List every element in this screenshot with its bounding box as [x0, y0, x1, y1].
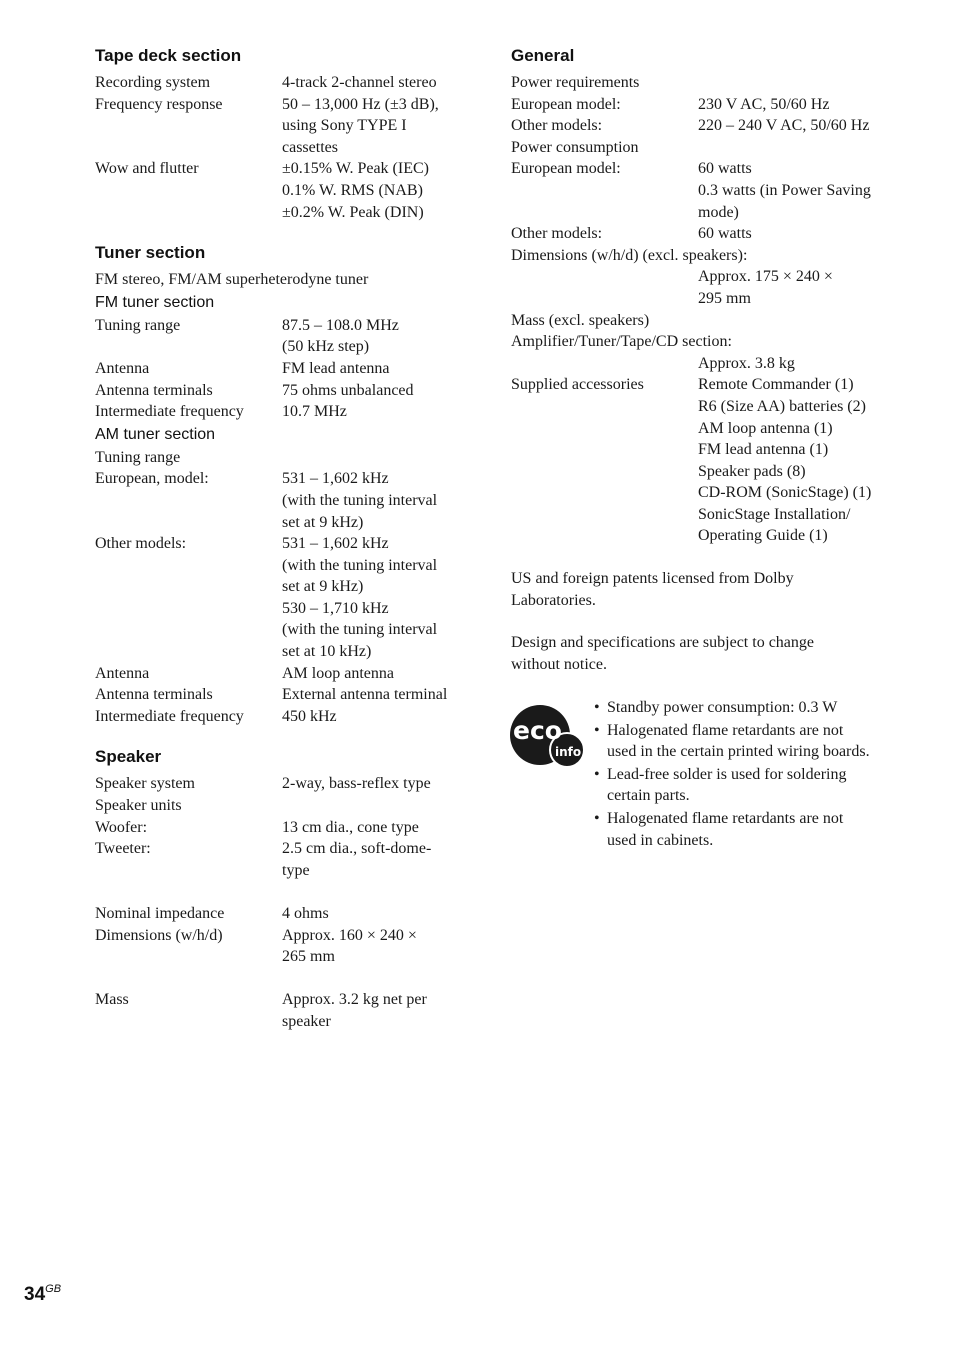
text-line: Halogenated flame retardants are not [607, 721, 844, 739]
spec-value-line: 75 ohms unbalanced [282, 381, 414, 399]
spec-row [95, 817, 475, 839]
accessories-list [698, 374, 931, 547]
eco-bullet-text [607, 720, 914, 763]
eco-bullet-item [594, 764, 914, 807]
spec-label: Intermediate frequency [95, 403, 244, 421]
spec-value-line: ±0.15% W. Peak (IEC) [282, 160, 429, 178]
spec-value [282, 72, 475, 94]
spec-value [698, 158, 931, 223]
spec-value-line: type [282, 861, 310, 879]
bullet-dot: • [594, 721, 600, 739]
spec-value-line: cassettes [282, 138, 338, 156]
spec-value-line: External antenna terminal [282, 686, 448, 704]
spec-label: Other models: [511, 225, 603, 243]
spec-value-line: 0.3 watts (in Power Saving [698, 181, 871, 199]
spec-value-line: 220 – 240 V AC, 50/60 Hz [698, 117, 870, 135]
spec-label: Antenna [95, 664, 150, 682]
spec-value-line: AM loop antenna [282, 664, 394, 682]
spec-row [95, 401, 475, 423]
spec-value-line: 450 kHz [282, 707, 337, 725]
spec-row [511, 115, 931, 137]
spec-value [282, 925, 475, 968]
spec-value [282, 533, 475, 663]
spec-label [95, 881, 282, 903]
spec-label: European, model: [95, 470, 209, 488]
power-requirements-label: Power requirements [511, 74, 640, 91]
text-line: Speaker pads (8) [698, 462, 806, 480]
eco-bullet-item [594, 808, 914, 851]
spec-row [95, 94, 475, 159]
general-heading: General [511, 46, 575, 65]
spec-value-line: 4 ohms [282, 905, 329, 922]
bullet-dot: • [594, 765, 600, 783]
spec-label: Tweeter: [95, 840, 151, 858]
spec-row [511, 223, 931, 245]
spec-value [698, 115, 931, 137]
tape-deck-heading: Tape deck section [95, 46, 242, 65]
eco-bullet-list [594, 697, 914, 852]
spec-value-line: using Sony TYPE I [282, 117, 407, 135]
spec-value-line: 60 watts [698, 160, 752, 178]
spec-value [282, 358, 475, 380]
eco-bullet-text [607, 697, 914, 719]
spec-value-line: set at 10 kHz) [282, 643, 372, 661]
dimensions-row [511, 266, 931, 309]
spec-value-line [282, 968, 475, 990]
spec-value [282, 380, 475, 402]
spec-value [698, 94, 931, 116]
mass-value: Approx. 3.8 kg [698, 354, 795, 372]
spec-row [95, 684, 475, 706]
eco-bullet-text [607, 764, 914, 807]
spec-value-line: Approx. 160 × 240 × [282, 926, 417, 944]
spec-row [95, 989, 475, 1032]
spec-row [95, 72, 475, 94]
spec-label: Antenna terminals [95, 686, 213, 704]
spec-label: Tuning range [95, 448, 181, 466]
spec-row [95, 925, 475, 968]
spec-value [282, 468, 475, 533]
spec-value [282, 315, 475, 358]
spec-value [282, 795, 475, 817]
mass-sublabel: Amplifier/Tuner/Tape/CD section: [511, 333, 732, 351]
spec-value-line: set at 9 kHz) [282, 578, 364, 596]
spec-value-line: 4-track 2-channel stereo [282, 74, 437, 91]
am-tuner-heading: AM tuner section [95, 425, 216, 443]
spec-label: Antenna [95, 359, 150, 377]
spec-label: European model: [511, 95, 621, 113]
page-number-suffix: GB [45, 1283, 62, 1295]
text-line: AM loop antenna (1) [698, 419, 833, 437]
spec-row [95, 533, 475, 663]
spec-value-line: 2-way, bass-reflex type [282, 775, 431, 793]
spec-value [282, 968, 475, 990]
power-requirements-specs [511, 94, 931, 137]
text-line: FM lead antenna (1) [698, 441, 829, 459]
spec-value-line: FM lead antenna [282, 359, 390, 377]
spec-value-line [282, 795, 475, 817]
accessories-row [511, 374, 931, 547]
spec-row [511, 158, 931, 223]
spec-value [282, 401, 475, 423]
spec-value [282, 838, 475, 881]
spec-value-line: 2.5 cm dia., soft-dome- [282, 840, 432, 858]
text-line: Halogenated flame retardants are not [607, 809, 844, 827]
page-number [24, 1283, 61, 1306]
text-line: Remote Commander (1) [698, 376, 854, 394]
spec-row [95, 881, 475, 903]
eco-logo-word: eco [513, 716, 562, 745]
spec-label: Speaker system [95, 775, 195, 793]
spec-row [95, 706, 475, 728]
spec-value [282, 158, 475, 223]
spec-row [95, 468, 475, 533]
spec-row [95, 903, 475, 925]
spec-value [282, 663, 475, 685]
spec-value-line: 0.1% W. RMS (NAB) [282, 181, 423, 199]
spec-label: Dimensions (w/h/d) [95, 926, 223, 944]
spec-value-line: set at 9 kHz) [282, 513, 364, 531]
spec-value [282, 773, 475, 795]
page-number-value: 34 [24, 1284, 46, 1305]
text-line: without notice. [511, 655, 607, 673]
spec-value-line: speaker [282, 1012, 331, 1030]
spec-value [282, 706, 475, 728]
spec-row [95, 663, 475, 685]
spec-row [95, 158, 475, 223]
eco-bullet-item [594, 697, 914, 719]
spec-label: Antenna terminals [95, 381, 213, 399]
text-line: Standby power consumption: 0.3 W [607, 699, 838, 716]
spec-label: Woofer: [95, 818, 148, 836]
spec-row [95, 838, 475, 881]
spec-value-line [282, 881, 475, 903]
spec-value-line: 10.7 MHz [282, 403, 347, 421]
spec-value-line: ±0.2% W. Peak (DIN) [282, 203, 424, 221]
mass-label: Mass (excl. speakers) [511, 311, 650, 329]
text-line: Laboratories. [511, 591, 596, 609]
change-note [511, 632, 931, 675]
eco-logo-sub: info [555, 745, 582, 759]
dimensions-label: Dimensions (w/h/d) (excl. speakers): [511, 246, 748, 264]
eco-bullet-item [594, 720, 914, 763]
spec-value [282, 447, 475, 469]
mass-row [511, 353, 931, 375]
power-consumption-specs [511, 158, 931, 244]
spec-value-line: 60 watts [698, 225, 752, 243]
text-line: Lead-free solder is used for soldering [607, 765, 847, 783]
spec-row [95, 358, 475, 380]
spec-label: Nominal impedance [95, 905, 225, 922]
spec-label: Tuning range [95, 316, 181, 334]
fm-tuner-specs [95, 315, 475, 423]
spec-value-line: 531 – 1,602 kHz [282, 535, 389, 553]
text-line: US and foreign patents licensed from Dolby [511, 570, 794, 588]
left-column [95, 44, 475, 1033]
spec-label: Wow and flutter [95, 160, 199, 178]
spec-row [95, 773, 475, 795]
spec-value-line: 530 – 1,710 kHz [282, 599, 389, 617]
text-line: Design and specifications are subject to change [511, 634, 814, 652]
am-tuner-specs [95, 447, 475, 728]
spec-value-line: 87.5 – 108.0 MHz [282, 316, 399, 334]
spec-value-line: Approx. 3.2 kg net per [282, 991, 427, 1009]
spec-label: Other models: [95, 535, 187, 553]
spec-value [282, 684, 475, 706]
text-line: certain parts. [607, 787, 690, 805]
bullet-dot: • [594, 699, 600, 716]
tuner-intro: FM stereo, FM/AM superheterodyne tuner [95, 271, 369, 289]
spec-value [698, 223, 931, 245]
spec-label: Mass [95, 991, 129, 1009]
dimensions-value-line: 295 mm [698, 289, 751, 307]
spec-label [95, 968, 282, 990]
spec-value [282, 817, 475, 839]
spec-value-line: 50 – 13,000 Hz (±3 dB), [282, 95, 439, 113]
spec-label: Recording system [95, 74, 211, 91]
fm-tuner-heading: FM tuner section [95, 293, 215, 311]
spec-value-line: 230 V AC, 50/60 Hz [698, 95, 830, 113]
spec-value-line: (with the tuning interval [282, 491, 438, 509]
spec-value [282, 94, 475, 159]
spec-row [511, 94, 931, 116]
spec-value [282, 903, 475, 925]
spec-value-line: mode) [698, 203, 739, 221]
text-line: CD-ROM (SonicStage) (1) [698, 484, 872, 502]
tuner-heading: Tuner section [95, 243, 206, 263]
spec-label: Speaker units [95, 797, 182, 815]
spec-value-line: (with the tuning interval [282, 556, 438, 574]
spec-value-line: (50 kHz step) [282, 338, 370, 356]
accessories-label: Supplied accessories [511, 376, 644, 394]
spec-value [282, 881, 475, 903]
dolby-note [511, 568, 931, 611]
spec-label: Intermediate frequency [95, 707, 244, 725]
text-line: SonicStage Installation/ [698, 505, 851, 523]
bullet-dot: • [594, 809, 600, 827]
spec-value-line: 13 cm dia., cone type [282, 818, 419, 836]
spec-label: Other models: [511, 117, 603, 135]
spec-row [95, 315, 475, 358]
eco-info-logo [510, 702, 586, 768]
tape-deck-specs [95, 72, 475, 223]
power-consumption-label: Power consumption [511, 138, 639, 156]
text-line: R6 (Size AA) batteries (2) [698, 397, 866, 415]
spec-label: Frequency response [95, 95, 223, 113]
dimensions-value-line: Approx. 175 × 240 × [698, 268, 833, 286]
text-line: used in cabinets. [607, 831, 714, 849]
text-line: used in the certain printed wiring boards. [607, 743, 870, 761]
eco-bullet-text [607, 808, 914, 851]
spec-value-line: 265 mm [282, 948, 335, 966]
spec-row [95, 968, 475, 990]
spec-label: European model: [511, 160, 621, 178]
right-column [511, 44, 931, 675]
speaker-specs [95, 773, 475, 1032]
text-line: Operating Guide (1) [698, 527, 828, 545]
spec-row [95, 795, 475, 817]
spec-row [95, 447, 475, 469]
spec-row [95, 380, 475, 402]
spec-value-line [282, 447, 475, 469]
spec-value-line: 531 – 1,602 kHz [282, 470, 389, 488]
spec-value [282, 989, 475, 1032]
speaker-heading: Speaker [95, 747, 162, 767]
spec-value-line: (with the tuning interval [282, 621, 438, 639]
